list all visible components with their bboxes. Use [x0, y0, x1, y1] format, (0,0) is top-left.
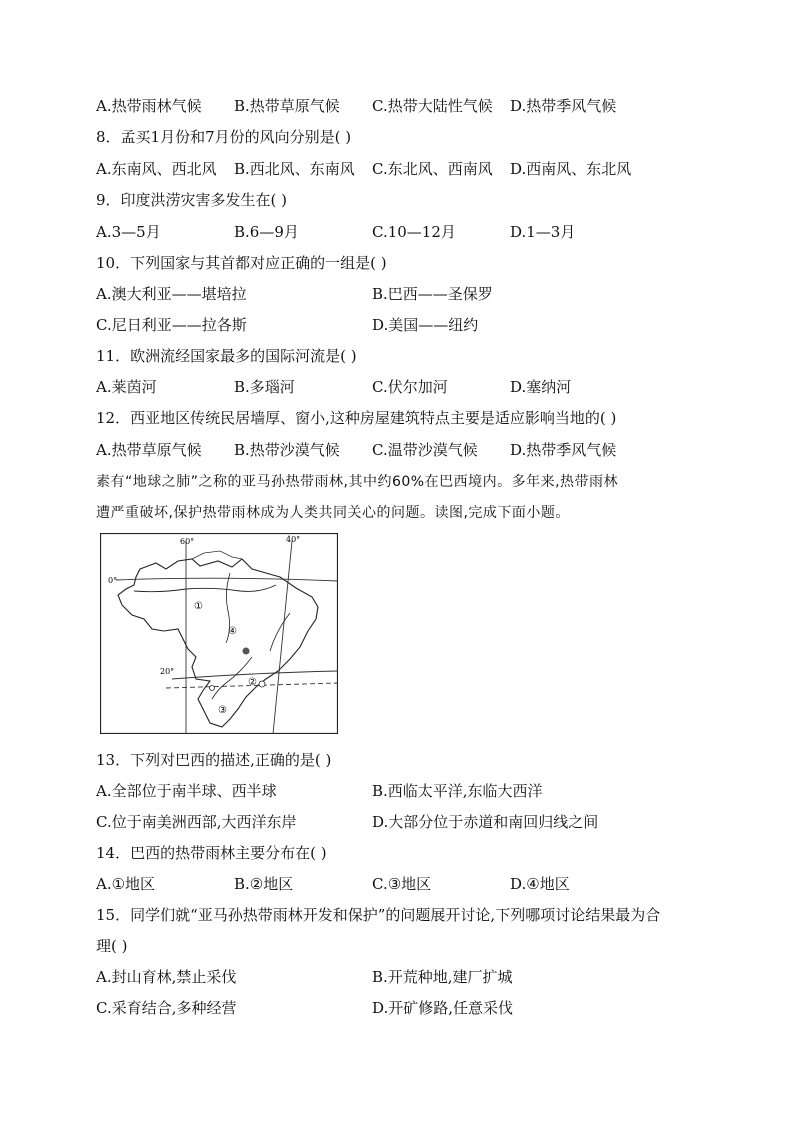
q12-stem: 12．西亚地区传统民居墙厚、窗小,这种房屋建筑特点主要是适应影响当地的( ) — [96, 409, 617, 427]
region-3-label: ③ — [218, 705, 227, 716]
q13-option-c: C.位于南美洲西部,大西洋东岸 — [96, 813, 297, 831]
passage-line-2: 遭严重破坏,保护热带雨林成为人类共同关心的问题。读图,完成下面小题。 — [96, 505, 570, 521]
capital-dot — [243, 648, 250, 655]
q14-option-c: C.③地区 — [372, 875, 432, 893]
q12-option-b: B.热带沙漠气候 — [234, 441, 340, 459]
region-1-label: ① — [194, 601, 203, 612]
city-marker — [259, 681, 265, 687]
q9-option-d: D.1—3月 — [510, 223, 576, 241]
q14-option-a: A.①地区 — [96, 875, 156, 893]
q14-stem: 14．巴西的热带雨林主要分布在( ) — [96, 844, 327, 862]
q7-option-b: B.热带草原气候 — [234, 97, 340, 115]
q14-option-b: B.②地区 — [234, 875, 294, 893]
region-4-label: ④ — [228, 626, 237, 637]
q8-option-b: B.西北风、东南风 — [234, 160, 355, 178]
passage-line-1: 素有“地球之肺”之称的亚马孙热带雨林,其中约60%在巴西境内。多年来,热带雨林 — [96, 474, 619, 490]
q10-option-b: B.巴西——圣保罗 — [372, 285, 493, 303]
label-lat-0: 0° — [108, 576, 118, 585]
q8-stem: 8．孟买1月份和7月份的风向分别是( ) — [96, 128, 352, 146]
q9-option-c: C.10—12月 — [372, 223, 456, 241]
q7-option-a: A.热带雨林气候 — [96, 97, 202, 115]
q10-option-c: C.尼日利亚——拉各斯 — [96, 316, 247, 334]
map-frame — [101, 534, 338, 734]
q9-option-b: B.6—9月 — [234, 223, 299, 241]
q15-option-d: D.开矿修路,任意采伐 — [372, 999, 514, 1017]
q12-option-c: C.温带沙漠气候 — [372, 441, 478, 459]
q8-option-a: A.东南风、西北风 — [96, 160, 217, 178]
q10-stem: 10．下列国家与其首都对应正确的一组是( ) — [96, 254, 387, 272]
q15-option-c: C.采育结合,多种经营 — [96, 999, 237, 1017]
q7-option-d: D.热带季风气候 — [510, 97, 617, 115]
q15-option-b: B.开荒种地,建厂扩城 — [372, 968, 513, 986]
brazil-map — [100, 533, 338, 734]
label-lat-20: 20° — [160, 667, 175, 676]
q14-option-d: D.④地区 — [510, 875, 570, 893]
region-2-label: ② — [248, 677, 257, 688]
q7-option-c: C.热带大陆性气候 — [372, 97, 493, 115]
q11-option-b: B.多瑙河 — [234, 378, 295, 396]
q13-option-b: B.西临太平洋,东临大西洋 — [372, 782, 543, 800]
q13-stem: 13．下列对巴西的描述,正确的是( ) — [96, 751, 332, 769]
q13-option-d: D.大部分位于赤道和南回归线之间 — [372, 813, 599, 831]
label-lon-40: 40° — [286, 535, 301, 544]
q10-option-a: A.澳大利亚——堪培拉 — [96, 285, 247, 303]
q10-option-d: D.美国——纽约 — [372, 316, 479, 334]
q8-option-d: D.西南风、东北风 — [510, 160, 632, 178]
q11-stem: 11．欧洲流经国家最多的国际河流是( ) — [96, 347, 357, 365]
label-lon-60: 60° — [180, 537, 195, 546]
city-marker-west — [210, 686, 215, 691]
q15-stem-line-2: 理( ) — [96, 937, 128, 955]
q11-option-d: D.塞纳河 — [510, 378, 572, 396]
q12-option-a: A.热带草原气候 — [96, 441, 202, 459]
q13-option-a: A.全部位于南半球、西半球 — [96, 782, 277, 800]
q15-stem-line-1: 15．同学们就“亚马孙热带雨林开发和保护”的问题展开讨论,下列哪项讨论结果最为合 — [96, 906, 661, 924]
q9-option-a: A.3—5月 — [96, 223, 161, 241]
q11-option-c: C.伏尔加河 — [372, 378, 448, 396]
q11-option-a: A.莱茵河 — [96, 378, 157, 396]
q12-option-d: D.热带季风气候 — [510, 441, 617, 459]
q8-option-c: C.东北风、西南风 — [372, 160, 493, 178]
q9-stem: 9．印度洪涝灾害多发生在( ) — [96, 191, 288, 209]
q15-option-a: A.封山育林,禁止采伐 — [96, 968, 237, 986]
